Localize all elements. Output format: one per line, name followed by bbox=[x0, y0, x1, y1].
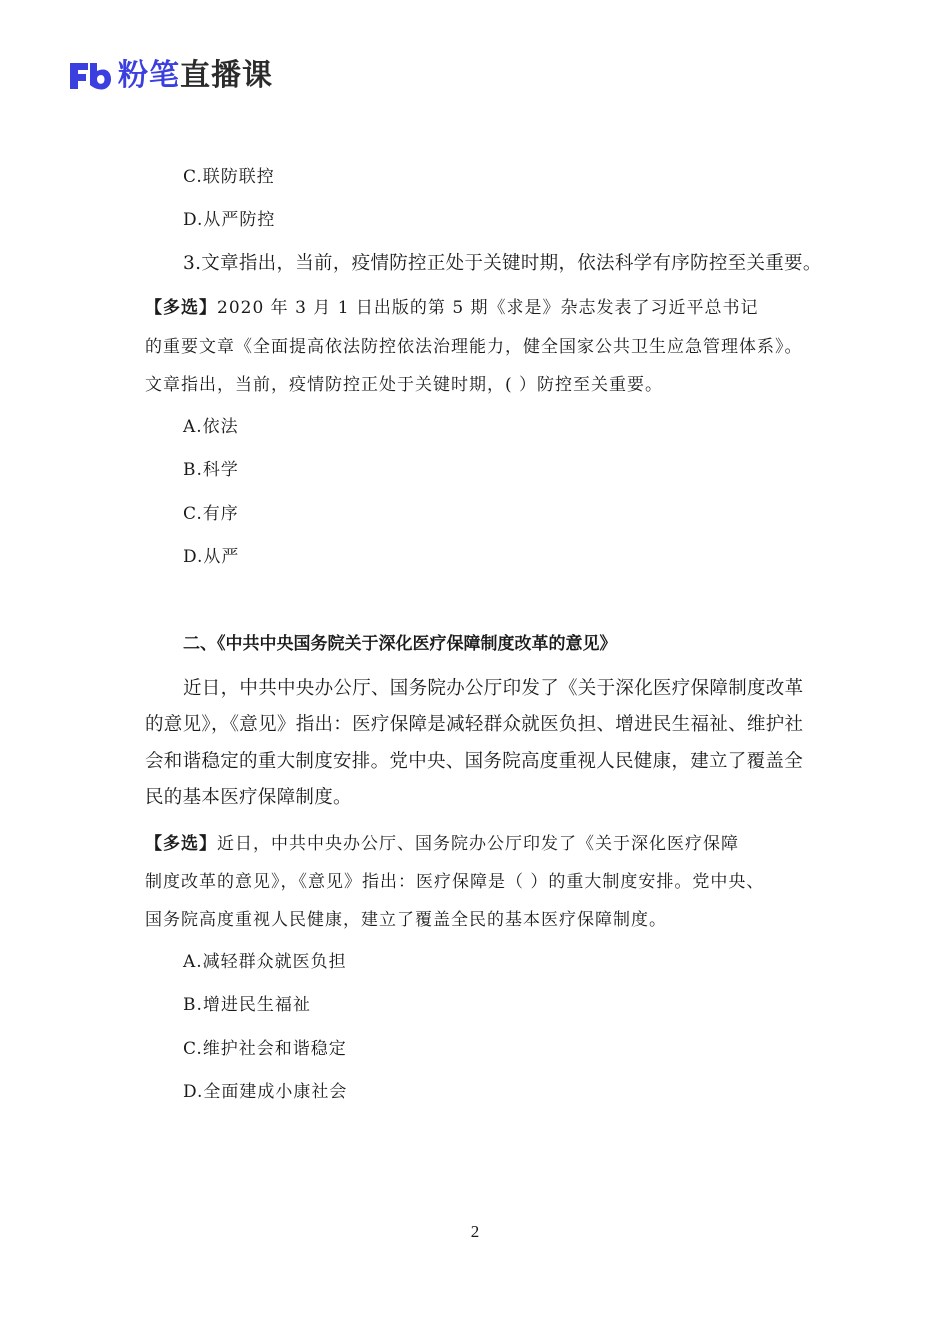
s2-question-line3: 国务院高度重视人民健康，建立了覆盖全民的基本医疗保障制度。 bbox=[145, 910, 667, 930]
fb-logo-icon bbox=[66, 59, 112, 93]
q3-tag: 【多选】 bbox=[145, 298, 217, 318]
s2-option-d: D.全面建成小康社会 bbox=[183, 1082, 348, 1102]
s2-option-c: C.维护社会和谐稳定 bbox=[183, 1039, 347, 1059]
section2-heading: 二、《中共中央国务院关于深化医疗保障制度改革的意见》 bbox=[183, 634, 617, 654]
s2-option-a: A.减轻群众就医负担 bbox=[183, 952, 347, 972]
q3-option-b: B.科学 bbox=[183, 460, 239, 480]
s2-option-b: B.增进民生福祉 bbox=[183, 995, 311, 1015]
q3-option-d: D.从严 bbox=[183, 547, 240, 567]
q3-option-a: A.依法 bbox=[183, 417, 239, 437]
section2-para-line2: 的意见》，《意见》指出：医疗保障是减轻群众就医负担、增进民生福祉、维护社 bbox=[145, 714, 804, 735]
q3-title: 3.文章指出，当前，疫情防控正处于关键时期，依法科学有序防控至关重要。 bbox=[183, 253, 822, 274]
q3-stem-line2: 的重要文章《全面提高依法防控依法治理能力，健全国家公共卫生应急管理体系》。 bbox=[145, 337, 803, 357]
q2-option-c: C.联防联控 bbox=[183, 167, 275, 187]
s2-question-line2: 制度改革的意见》，《意见》指出：医疗保障是（ ）的重大制度安排。党中央、 bbox=[145, 872, 765, 892]
q3-option-c: C.有序 bbox=[183, 504, 239, 524]
s2-question-tag: 【多选】 bbox=[145, 834, 217, 854]
page-number: 2 bbox=[470, 1222, 480, 1241]
section2-para-line1: 近日，中共中央办公厅、国务院办公厅印发了《关于深化医疗保障制度改革 bbox=[183, 678, 804, 699]
q2-option-d: D.从严防控 bbox=[183, 210, 276, 230]
q3-stem-line3: 文章指出，当前，疫情防控正处于关键时期，( ）防控至关重要。 bbox=[145, 375, 664, 395]
section2-para-line4: 民的基本医疗保障制度。 bbox=[145, 787, 352, 808]
s2-question-line1: 【多选】近日，中共中央办公厅、国务院办公厅印发了《关于深化医疗保障 bbox=[145, 834, 739, 854]
logo-wordmark: 粉笔直播课 bbox=[118, 58, 273, 93]
q3-stem-line1: 【多选】2020 年 3 月 1 日出版的第 5 期《求是》杂志发表了习近平总书记 bbox=[145, 298, 759, 318]
section2-para-line3: 会和谐稳定的重大制度安排。党中央、国务院高度重视人民健康，建立了覆盖全 bbox=[145, 751, 804, 772]
brand-logo bbox=[66, 56, 273, 96]
